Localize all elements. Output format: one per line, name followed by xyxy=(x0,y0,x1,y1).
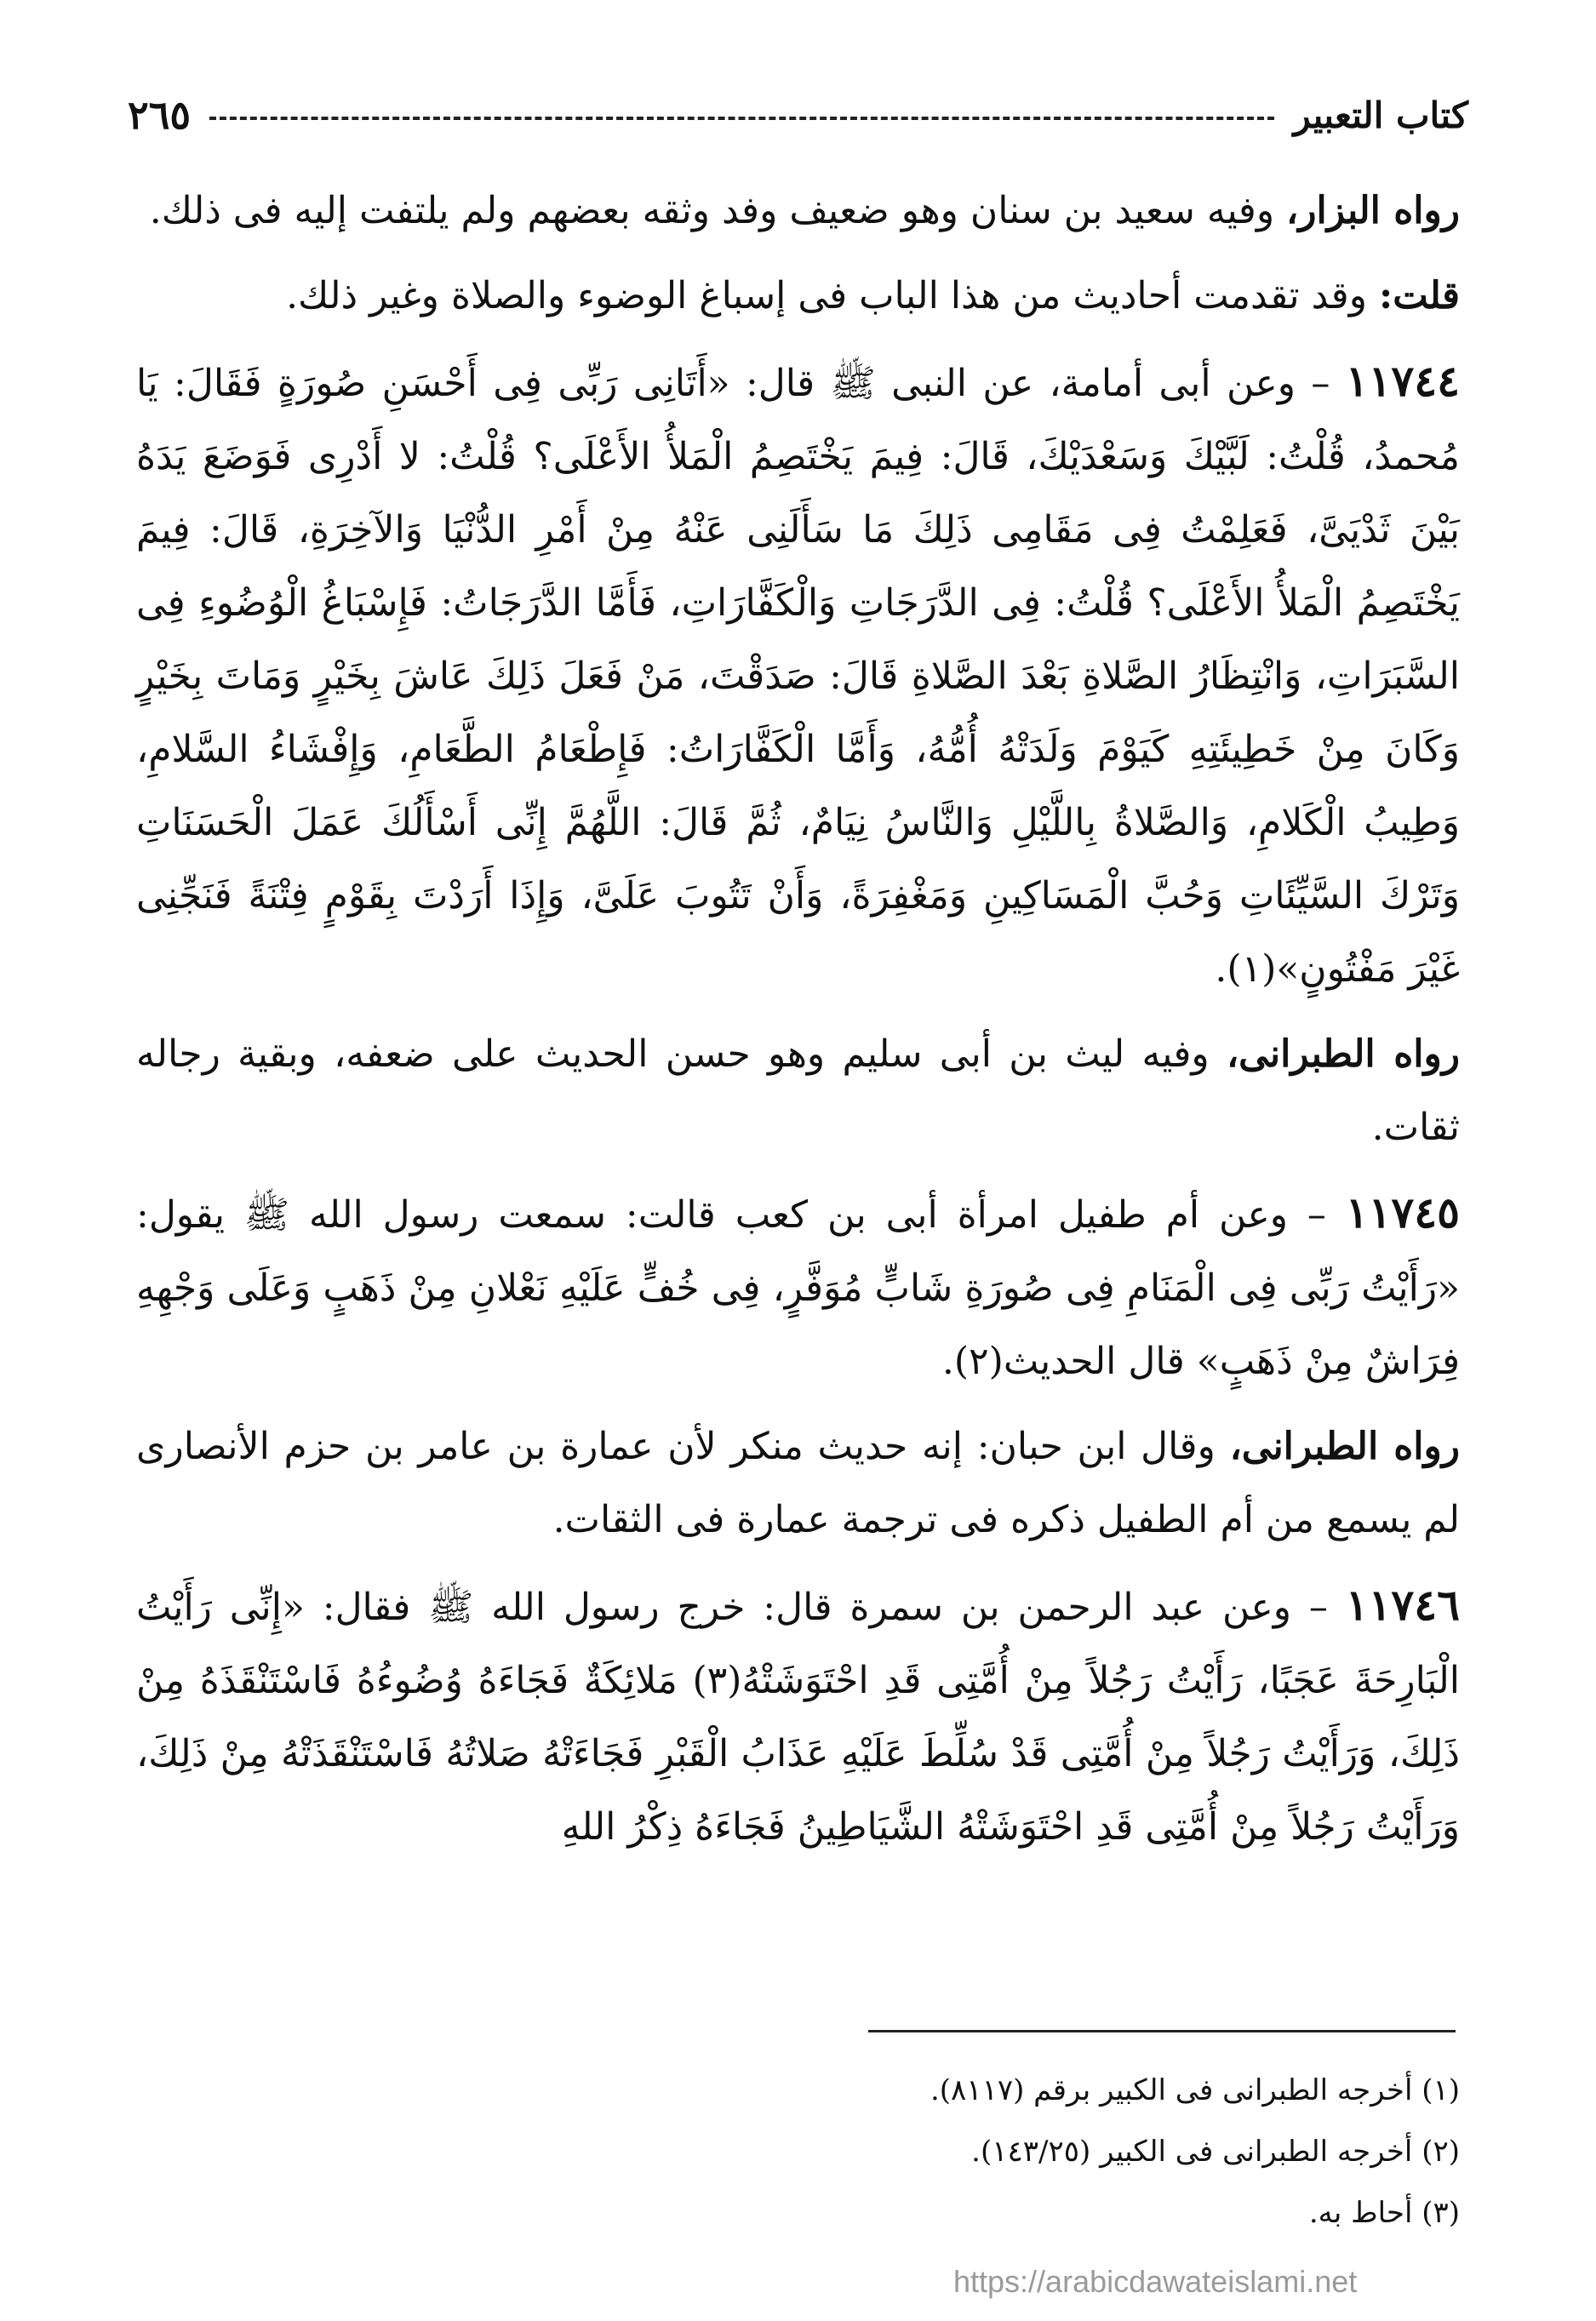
hadith-number: ١١٧٤٦ xyxy=(1345,1580,1460,1630)
header-dashed-rule xyxy=(209,117,1274,120)
hadith-11744 xyxy=(136,345,1460,1006)
main-text xyxy=(136,174,1460,1876)
hadith-text: – وعن أم طفيل امرأة أبى بن كعب قالت: سمعت رسول الله ﷺ يقول: «رَأَيْتُ رَبِّى فِى الْمَنَامِ فِى صُورَةِ شَابٍّ مُوَفَّرٍ، فِى خُفٍّ عَلَيْهِ نَعْلانِ مِنْ ذَهَبٍ وَعَلَى وَجْهِهِ فِرَاشٌ مِنْ ذَهَبٍ» قال الحديث(٢). xyxy=(136,1193,1460,1383)
paragraph-lead: قلت: xyxy=(1378,274,1460,317)
running-header xyxy=(128,85,1468,145)
paragraph-bazzar-note xyxy=(136,174,1460,248)
footnotes xyxy=(136,2060,1460,2244)
paragraph-lead: رواه البزار، xyxy=(1286,189,1460,232)
paragraph-tabarani-note-2 xyxy=(136,1410,1460,1557)
paragraph-qultu xyxy=(136,260,1460,333)
paragraph-text: وقال ابن حبان: إنه حديث منكر لأن عمارة بن عامر بن حزم الأنصارى لم يسمع من أم الطفيل ذكره فى ترجمة عمارة فى الثقات. xyxy=(136,1425,1460,1541)
footnote-2: (٢) أخرجه الطبرانى فى الكبير (١٤٣/٢٥). xyxy=(971,2135,1460,2169)
hadith-11745 xyxy=(136,1176,1460,1398)
hadith-number: ١١٧٤٤ xyxy=(1345,356,1460,406)
paragraph-tabarani-note-1 xyxy=(136,1018,1460,1164)
hadith-text: – وعن عبد الرحمن بن سمرة قال: خرج رسول الله ﷺ فقال: «إِنِّى رَأَيْتُ الْبَارِحَةَ عَجَبًا، رَأَيْتُ رَجُلاً مِنْ أُمَّتِى قَدِ احْتَوَشَتْهُ(٣) مَلائِكَةٌ فَجَاءَهُ وُضُوءُهُ فَاسْتَنْقَذَهُ مِنْ ذَلِكَ، وَرَأَيْتُ رَجُلاً مِنْ أُمَّتِى قَدْ سُلِّطَ عَلَيْهِ عَذَابُ الْقَبْرِ فَجَاءَتْهُ صَلاتُهُ فَاسْتَنْقَذَتْهُ مِنْ ذَلِكَ، وَرَأَيْتُ رَجُلاً مِنْ أُمَّتِى قَدِ احْتَوَشَتْهُ الشَّيَاطِينُ فَجَاءَهُ ذِكْرُ اللهِ xyxy=(136,1586,1460,1849)
page-number: ٢٦٥ xyxy=(128,92,192,138)
paragraph-text: وفيه سعيد بن سنان وهو ضعيف وفد وثقه بعضهم ولم يلتفت إليه فى ذلك. xyxy=(149,189,1287,232)
hadith-number: ١١٧٤٥ xyxy=(1345,1187,1460,1238)
paragraph-lead: رواه الطبرانى، xyxy=(1226,1032,1460,1076)
hadith-11746 xyxy=(136,1569,1460,1864)
paragraph-text: وفيه ليث بن أبى سليم وهو حسن الحديث على ضعفه، وبقية رجاله ثقات. xyxy=(136,1032,1460,1149)
chapter-title: كتاب التعبير xyxy=(1293,94,1468,136)
paragraph-text: وقد تقدمت أحاديث من هذا الباب فى إسباغ الوضوء والصلاة وغير ذلك. xyxy=(286,274,1379,317)
footnote-3: (٣) أحاط به. xyxy=(1308,2196,1460,2230)
hadith-text: – وعن أبى أمامة، عن النبى ﷺ قال: «أَتَانِى رَبِّى فِى أَحْسَنِ صُورَةٍ فَقَالَ: يَا مُحمدُ، قُلْتُ: لَبَّيْكَ وَسَعْدَيْكَ، قَالَ: فِيمَ يَخْتَصِمُ الْمَلأُ الأَعْلَى؟ قُلْتُ: لا أَدْرِى فَوَضَعَ يَدَهُ بَيْنَ ثَدْيَىَّ، فَعَلِمْتُ فِى مَقَامِى ذَلِكَ مَا سَأَلَنِى عَنْهُ مِنْ أَمْرِ الدُّنْيَا وَالآخِرَةِ، قَالَ: فِيمَ يَخْتَصِمُ الْمَلأُ الأَعْلَى؟ قُلْتُ: فِى الدَّرَجَاتِ وَالْكَفَّارَاتِ، فَأَمَّا الدَّرَجَاتُ: فَإِسْبَاغُ الْوُضُوءِ فِى السَّبَرَاتِ، وَانْتِظَارُ الصَّلاةِ بَعْدَ الصَّلاةِ قَالَ: صَدَقْتَ، مَنْ فَعَلَ ذَلِكَ عَاشَ بِخَيْرٍ وَمَاتَ بِخَيْرٍ وَكَانَ مِنْ خَطِيئَتِهِ كَيَوْمَ وَلَدَتْهُ أُمُّهُ، وَأَمَّا الْكَفَّارَاتُ: فَإِطْعَامُ الطَّعَامِ، وَإِفْشَاءُ السَّلامِ، وَطِيبُ الْكَلامِ، وَالصَّلاةُ بِاللَّيْلِ وَالنَّاسُ نِيَامٌ، ثُمَّ قَالَ: اللَّهُمَّ إِنِّى أَسْأَلُكَ عَمَلَ الْحَسَنَاتِ وَتَرْكَ السَّيِّئَاتِ وَحُبَّ الْمَسَاكِينِ وَمَغْفِرَةً، وَأَنْ تَتُوبَ عَلَىَّ، وَإِذَا أَرَدْتَ بِقَوْمٍ فِتْنَةً فَنَجِّنِى غَيْرَ مَفْتُونٍ»(١). xyxy=(136,362,1460,991)
paragraph-lead: رواه الطبرانى، xyxy=(1229,1425,1461,1468)
footnote-divider xyxy=(868,2030,1456,2032)
footnote-1: (١) أخرجه الطبرانى فى الكبير برقم (٨١١٧). xyxy=(930,2073,1460,2107)
source-watermark: https://arabicdawateislami.net xyxy=(953,2264,1358,2299)
